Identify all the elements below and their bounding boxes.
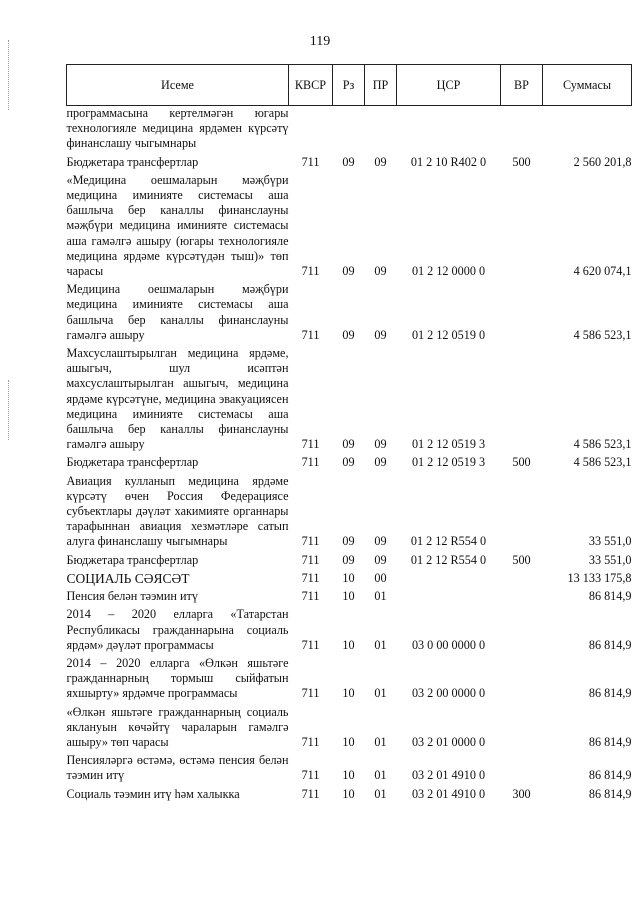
row-amount: 2 560 201,8 — [573, 154, 632, 169]
row-vr — [501, 586, 543, 604]
row-vr — [501, 568, 543, 586]
row-csr: 03 2 00 0000 0 — [411, 686, 486, 701]
row-csr — [397, 106, 501, 152]
table-row — [67, 152, 632, 170]
row-vr — [501, 750, 543, 783]
row-amount: 86 814,9 — [588, 786, 632, 801]
row-pr: 01 — [374, 734, 387, 749]
table-row — [67, 750, 632, 783]
table-row — [67, 604, 632, 653]
row-rz: 10 — [342, 637, 355, 652]
row-pr: 00 — [374, 570, 387, 585]
row-pr: 09 — [374, 264, 387, 279]
row-amount: 86 814,9 — [588, 734, 632, 749]
table-row — [67, 702, 632, 751]
row-name: «Өлкән яшьтәге гражданнарның социаль яклануын көчәйтү чараларын гамәлгә ашыру» төп чарасы — [66, 704, 289, 749]
left-margin-dotted-line — [8, 380, 10, 440]
table-row — [67, 106, 632, 152]
row-rz: 09 — [342, 327, 355, 342]
header-csr: ЦСР — [397, 65, 501, 106]
row-amount: 33 551,0 — [588, 534, 632, 549]
row-csr — [397, 568, 501, 586]
row-pr: 09 — [374, 534, 387, 549]
table-row — [67, 170, 632, 279]
row-kvsr: 711 — [301, 589, 320, 604]
row-vr — [501, 106, 543, 152]
row-name: Авиация кулланып медицина ярдәме күрсәтү өчен Россия Федерациясе субъектлары дәүләт хакимияте органнары тарафыннан авиация хезмәтләре сатып алуга финанслашу чыгымнары — [66, 473, 289, 549]
row-csr: 03 2 01 4910 0 — [411, 786, 486, 801]
row-rz: 09 — [342, 552, 355, 567]
table-row — [67, 452, 632, 470]
row-kvsr: 711 — [301, 686, 320, 701]
row-pr: 01 — [374, 637, 387, 652]
row-amount: 33 551,0 — [588, 552, 632, 567]
row-vr: 500 — [512, 154, 531, 169]
row-pr: 09 — [374, 327, 387, 342]
row-name: 2014 – 2020 елларга «Татарстан Республикасы гражданнарына социаль ярдәм» дәүләт программасы — [66, 607, 289, 652]
row-csr: 01 2 10 R402 0 — [410, 154, 487, 169]
row-vr — [501, 170, 543, 279]
row-name: Пенсияләргә өстәмә, өстәмә пенсия белән тәэмин итү — [66, 753, 289, 783]
row-kvsr: 711 — [301, 437, 320, 452]
row-rz: 10 — [342, 786, 355, 801]
row-csr: 03 0 00 0000 0 — [411, 637, 486, 652]
table-row — [67, 653, 632, 702]
row-csr: 03 2 01 0000 0 — [411, 734, 486, 749]
row-rz: 10 — [342, 570, 355, 585]
header-kvsr: КВСР — [289, 65, 333, 106]
header-pr: ПР — [365, 65, 397, 106]
table-header-row — [67, 65, 632, 106]
row-pr: 01 — [374, 589, 387, 604]
row-amount: 4 586 523,1 — [573, 455, 632, 470]
header-amount: Суммасы — [543, 65, 632, 106]
table-row — [67, 784, 632, 802]
row-vr — [501, 279, 543, 343]
row-kvsr: 711 — [301, 264, 320, 279]
row-name: Бюджетара трансфертлар — [66, 552, 199, 567]
row-csr — [397, 586, 501, 604]
row-amount: 13 133 175,8 — [567, 570, 632, 585]
row-vr: 500 — [512, 552, 531, 567]
row-csr: 01 2 12 R554 0 — [410, 552, 487, 567]
row-name: 2014 – 2020 елларга «Өлкән яшьтәге гражданнарның тормыш сыйфатын яхшырту» ярдәмче программасы — [66, 655, 289, 701]
row-vr — [501, 343, 543, 452]
row-vr: 500 — [512, 455, 531, 470]
table-row — [67, 550, 632, 568]
row-name: Бюджетара трансфертлар — [66, 154, 199, 169]
row-vr — [501, 653, 543, 702]
row-amount: 86 814,9 — [588, 686, 632, 701]
table-row — [67, 471, 632, 550]
row-csr: 01 2 12 0000 0 — [411, 264, 486, 279]
row-rz: 09 — [342, 455, 355, 470]
row-rz — [333, 106, 365, 152]
row-amount: 4 620 074,1 — [573, 264, 632, 279]
row-kvsr: 711 — [301, 786, 320, 801]
row-name: программасына кертелмәгән югары технологияле медицина ярдәмен күрсәтү финанслашу чыгымнары — [66, 106, 289, 151]
header-rz: Рз — [333, 65, 365, 106]
header-vr: ВР — [501, 65, 543, 106]
row-kvsr: 711 — [301, 455, 320, 470]
row-rz: 09 — [342, 154, 355, 169]
row-pr: 01 — [374, 768, 387, 783]
row-csr: 01 2 12 R554 0 — [410, 534, 487, 549]
row-rz: 09 — [342, 437, 355, 452]
row-name: Пенсия белән тәэмин итү — [66, 589, 198, 604]
table-row — [67, 279, 632, 343]
row-pr: 01 — [374, 786, 387, 801]
row-kvsr: 711 — [301, 534, 320, 549]
row-name: Социаль тәэмин итү һәм халыкка — [66, 786, 240, 801]
row-kvsr: 711 — [301, 570, 320, 585]
row-name: СОЦИАЛЬ СӘЯСӘТ — [66, 570, 190, 586]
row-rz: 09 — [342, 534, 355, 549]
row-pr: 09 — [374, 437, 387, 452]
left-margin-dotted-line — [8, 40, 10, 110]
row-kvsr: 711 — [301, 768, 320, 783]
row-pr: 09 — [374, 552, 387, 567]
row-amount: 4 586 523,1 — [573, 437, 632, 452]
row-rz: 10 — [342, 686, 355, 701]
row-kvsr: 711 — [301, 637, 320, 652]
row-pr: 09 — [374, 154, 387, 169]
row-amount: 4 586 523,1 — [573, 327, 632, 342]
budget-table — [66, 64, 632, 802]
row-amount: 86 814,9 — [588, 637, 632, 652]
row-name: «Медицина оешмаларын мәҗбүри медицина иминияте системасы аша башлыча бер каналлы финанслауны мәҗбүри медицина иминияте системасы аша гамәлгә ашыру (югары технологияле медицина ярдәме күрсәтүдән тыш)» төп чарасы — [66, 172, 289, 279]
row-amount: 86 814,9 — [588, 768, 632, 783]
row-vr — [501, 702, 543, 751]
row-rz: 10 — [342, 768, 355, 783]
row-pr: 01 — [374, 686, 387, 701]
row-amount: 86 814,9 — [588, 589, 632, 604]
row-csr: 01 2 12 0519 0 — [411, 327, 486, 342]
row-rz: 10 — [342, 589, 355, 604]
header-name: Исеме — [67, 65, 289, 106]
row-kvsr: 711 — [301, 552, 320, 567]
row-vr — [501, 471, 543, 550]
row-kvsr: 711 — [301, 327, 320, 342]
row-csr: 03 2 01 4910 0 — [411, 768, 486, 783]
row-csr: 01 2 12 0519 3 — [411, 455, 486, 470]
row-kvsr: 711 — [301, 154, 320, 169]
row-vr: 300 — [512, 786, 531, 801]
row-pr — [365, 106, 397, 152]
table-body — [67, 106, 632, 802]
row-rz: 10 — [342, 734, 355, 749]
row-rz: 09 — [342, 264, 355, 279]
row-kvsr — [289, 106, 333, 152]
row-kvsr: 711 — [301, 734, 320, 749]
row-csr: 01 2 12 0519 3 — [411, 437, 486, 452]
table-row — [67, 586, 632, 604]
row-pr: 09 — [374, 455, 387, 470]
table-row — [67, 568, 632, 586]
row-vr — [501, 604, 543, 653]
row-name: Медицина оешмаларын мәҗбүри медицина иминияте системасы аша башлыча бер каналлы финанслауны гамәлгә ашыру — [66, 282, 289, 342]
row-name: Бюджетара трансфертлар — [66, 455, 199, 470]
row-amount — [543, 106, 632, 152]
table-row — [67, 343, 632, 452]
page-number: 119 — [309, 34, 331, 49]
row-name: Махсуслаштырылган медицина ярдәме, ашыгыч, шул исәптән махсуслаштырылган ашыгыч, медицина ярдәме күрсәтүне, медицина эвакуациясен медицина иминияте системасы аша башлыча бер каналлы финанслауны гамәлгә ашыру — [66, 346, 289, 452]
